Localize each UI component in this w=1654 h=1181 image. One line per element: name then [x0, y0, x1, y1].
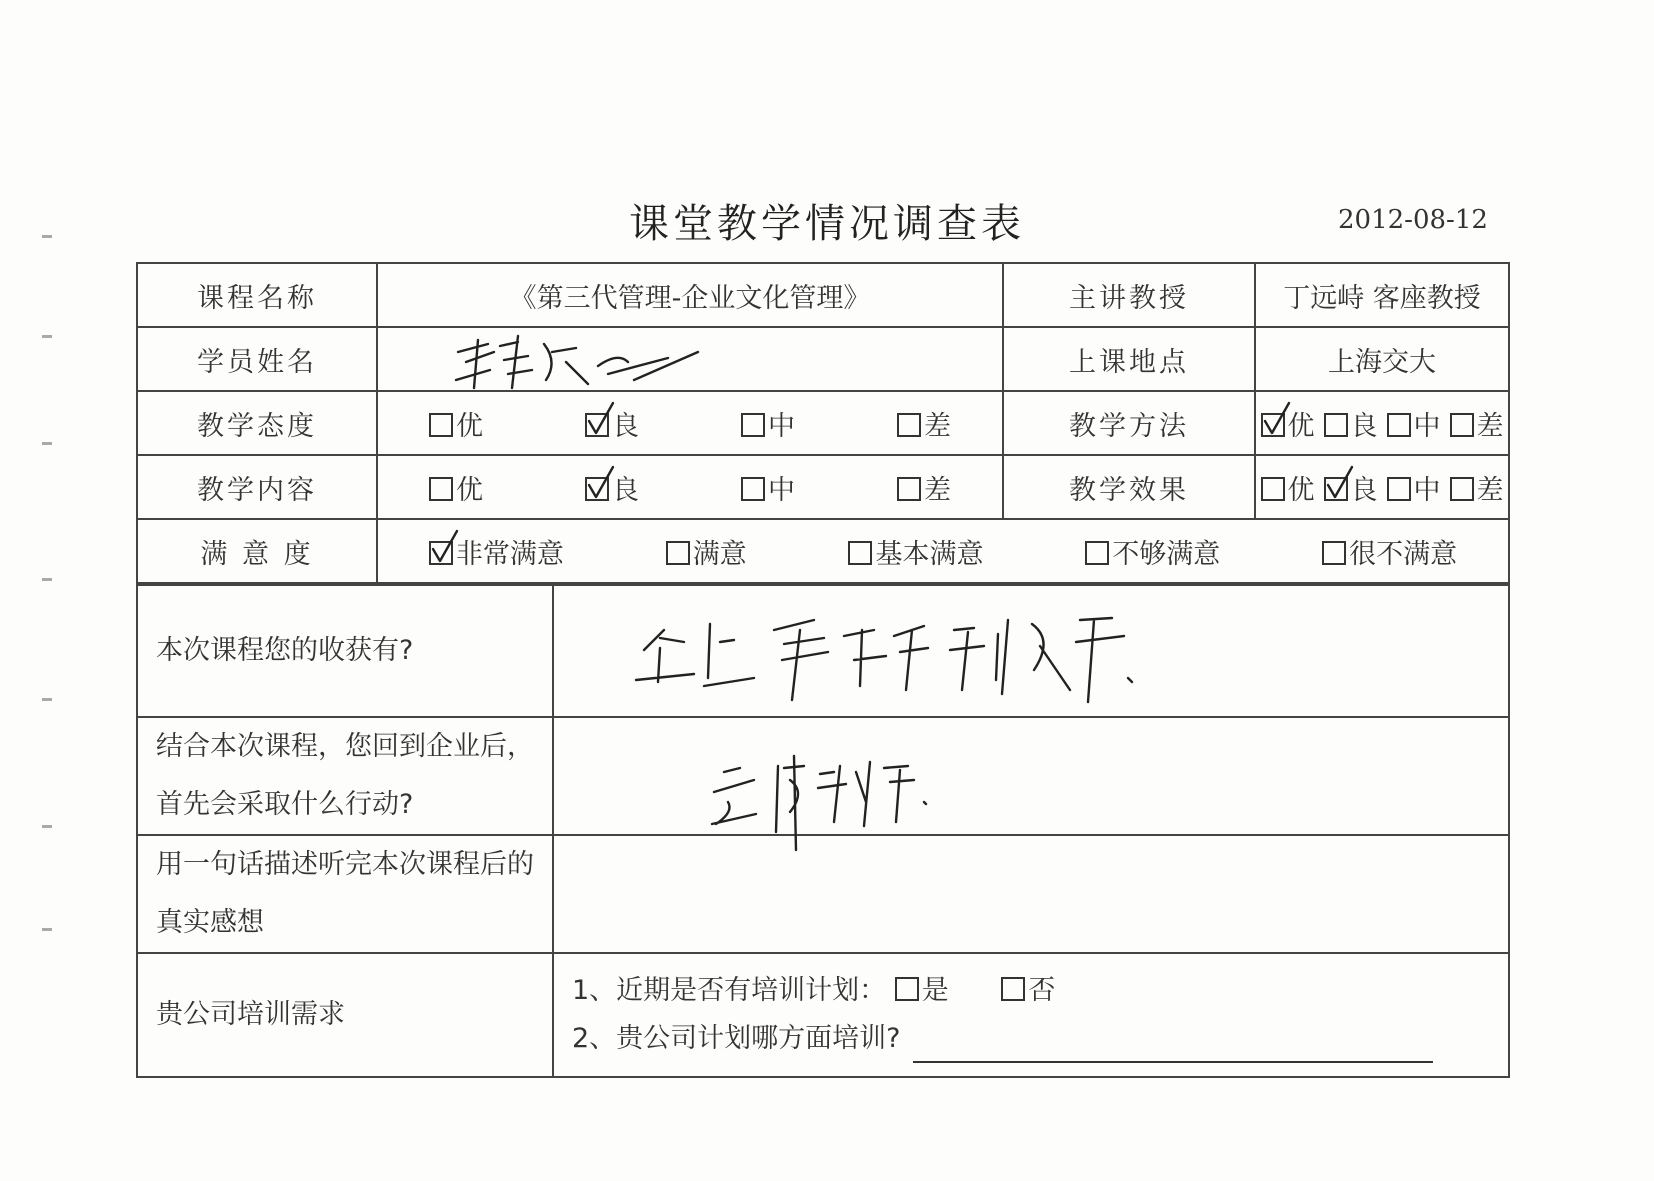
check-mark-icon [1326, 465, 1354, 501]
question-2-label: 结合本次课程，您回到企业后，首先会采取什么行动? [137, 717, 553, 835]
form-date: 2012-08-12 [1338, 205, 1488, 235]
effect-option-excellent[interactable]: 优 [1261, 468, 1315, 507]
question-3-label: 用一句话描述听完本次课程后的真实感想 [137, 835, 553, 953]
satisfaction-option-very-unsatisfied[interactable]: 很不满意 [1322, 532, 1457, 571]
effect-option-average[interactable]: 中 [1387, 468, 1441, 507]
check-mark-icon [431, 529, 459, 565]
course-row [137, 263, 1509, 327]
satisfaction-label: 满 意 度 [137, 519, 377, 583]
instructor-label: 主讲教授 [1003, 263, 1255, 327]
question-2-answer-cell[interactable] [553, 717, 1509, 835]
checkbox[interactable] [1085, 541, 1109, 565]
question-4-label: 贵公司培训需求 [137, 953, 553, 1077]
content-label: 教学内容 [137, 455, 377, 519]
method-option-excellent[interactable]: 优 [1261, 404, 1315, 443]
method-option-good[interactable]: 良 [1324, 404, 1378, 443]
student-name-cell [377, 327, 1003, 391]
checkbox-checked[interactable] [1261, 413, 1285, 437]
attitude-option-excellent[interactable]: 优 [429, 404, 483, 443]
scan-mark [42, 442, 52, 445]
questions-table [136, 584, 1510, 1078]
attitude-option-average[interactable]: 中 [741, 404, 795, 443]
content-option-excellent[interactable]: 优 [429, 468, 483, 507]
attitude-option-poor[interactable]: 差 [897, 404, 951, 443]
satisfaction-option-insufficient[interactable]: 不够满意 [1085, 532, 1220, 571]
checkbox[interactable] [1322, 541, 1346, 565]
page-title: 课堂教学情况调查表 [629, 201, 1025, 247]
location-label: 上课地点 [1003, 327, 1255, 391]
training-plan-no[interactable]: 否 [1001, 975, 1055, 1006]
question-row-2 [137, 717, 1509, 835]
scan-mark [42, 578, 52, 581]
checkbox[interactable] [1324, 413, 1348, 437]
check-mark-icon [587, 401, 615, 437]
check-mark-icon [1263, 401, 1291, 437]
scan-mark [42, 825, 52, 828]
checkbox-checked[interactable] [585, 413, 609, 437]
method-option-average[interactable]: 中 [1387, 404, 1441, 443]
survey-table [136, 262, 1510, 584]
checkbox[interactable] [848, 541, 872, 565]
scan-mark [42, 698, 52, 701]
checkbox[interactable] [666, 541, 690, 565]
attitude-option-good[interactable]: 良 [585, 404, 639, 443]
handwritten-answer-1 [624, 590, 1184, 710]
checkbox[interactable] [741, 477, 765, 501]
course-name-label: 课程名称 [137, 263, 377, 327]
instructor-value: 丁远峙 客座教授 [1255, 263, 1509, 327]
content-option-average[interactable]: 中 [741, 468, 795, 507]
question-row-1 [137, 585, 1509, 717]
attitude-options [377, 391, 1003, 455]
student-row [137, 327, 1509, 391]
effect-options [1255, 455, 1509, 519]
question-row-4 [137, 953, 1509, 1077]
location-value: 上海交大 [1255, 327, 1509, 391]
checkbox[interactable] [741, 413, 765, 437]
method-label: 教学方法 [1003, 391, 1255, 455]
effect-label: 教学效果 [1003, 455, 1255, 519]
training-area-question: 2、贵公司计划哪方面培训? [554, 1015, 1508, 1063]
checkbox[interactable] [897, 477, 921, 501]
checkbox[interactable] [897, 413, 921, 437]
method-options [1255, 391, 1509, 455]
scan-mark [42, 928, 52, 931]
checkbox[interactable] [1450, 413, 1474, 437]
training-plan-question: 1、近期是否有培训计划： 是 否 [572, 975, 1056, 1006]
check-mark-icon [587, 465, 615, 501]
satisfaction-options [377, 519, 1509, 583]
checkbox[interactable] [1387, 413, 1411, 437]
checkbox-checked[interactable] [1324, 477, 1348, 501]
question-1-label: 本次课程您的收获有? [137, 585, 553, 717]
question-1-answer-cell[interactable] [553, 585, 1509, 717]
checkbox[interactable] [1001, 977, 1025, 1001]
question-3-answer-cell[interactable] [553, 835, 1509, 953]
training-plan-yes[interactable]: 是 [895, 975, 949, 1006]
method-option-poor[interactable]: 差 [1450, 404, 1504, 443]
checkbox[interactable] [1450, 477, 1474, 501]
content-option-poor[interactable]: 差 [897, 468, 951, 507]
attitude-label: 教学态度 [137, 391, 377, 455]
content-option-good[interactable]: 良 [585, 468, 639, 507]
content-options [377, 455, 1003, 519]
question-row-3 [137, 835, 1509, 953]
checkbox[interactable] [429, 477, 453, 501]
satisfaction-option-basic[interactable]: 基本满意 [848, 532, 983, 571]
checkbox-checked[interactable] [585, 477, 609, 501]
satisfaction-option-satisfied[interactable]: 满意 [666, 532, 747, 571]
training-area-blank-field[interactable] [913, 1033, 1433, 1063]
checkbox[interactable] [895, 977, 919, 1001]
handwritten-answer-2 [694, 732, 1014, 852]
student-name-label: 学员姓名 [137, 327, 377, 391]
checkbox-checked[interactable] [429, 541, 453, 565]
effect-option-poor[interactable]: 差 [1450, 468, 1504, 507]
satisfaction-option-very[interactable]: 非常满意 [429, 532, 564, 571]
checkbox[interactable] [1261, 477, 1285, 501]
question-4-answer-cell [553, 953, 1509, 1077]
course-name-value: 《第三代管理-企业文化管理》 [377, 263, 1003, 327]
content-effect-row [137, 455, 1509, 519]
student-signature [448, 322, 748, 392]
satisfaction-row [137, 519, 1509, 583]
scan-mark [42, 335, 52, 338]
attitude-method-row [137, 391, 1509, 455]
effect-option-good[interactable]: 良 [1324, 468, 1378, 507]
checkbox[interactable] [429, 413, 453, 437]
checkbox[interactable] [1387, 477, 1411, 501]
